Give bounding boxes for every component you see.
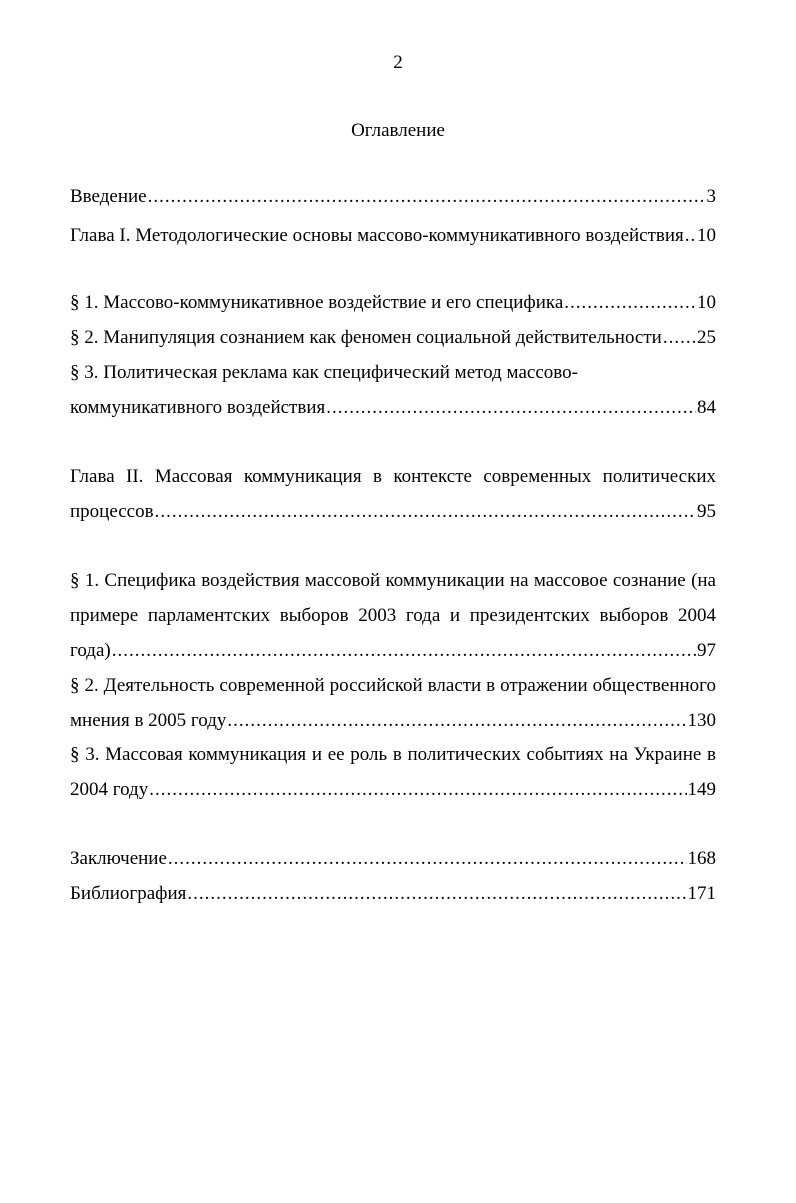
dot-leader xyxy=(187,882,686,906)
toc-entry-text: коммуникативного воздействия xyxy=(70,397,326,418)
dot-leader xyxy=(149,778,686,802)
toc-entry-text: Глава I. Методологические основы массово-коммуникативного воздействия xyxy=(70,225,684,246)
toc-entry-bibliography xyxy=(70,882,716,906)
toc-entry-ch2-section-1-line-1: § 1. Специфика воздействия массовой коммуникации на массовое сознание (на xyxy=(70,570,716,591)
toc-entry-page: 149 xyxy=(687,779,716,800)
page-number: 2 xyxy=(393,52,403,73)
toc-entry-ch1-section-2 xyxy=(70,326,716,350)
toc-entry-ch2-section-2-line-1: § 2. Деятельность современной российской власти в отражении общественного xyxy=(70,675,716,696)
toc-entry-page: 168 xyxy=(687,848,716,869)
dot-leader xyxy=(227,709,686,733)
dot-leader xyxy=(148,185,706,209)
toc-entry-ch1-section-3 xyxy=(70,396,716,420)
toc-entry-page: 171 xyxy=(687,883,716,904)
toc-entry-text: мнения в 2005 году xyxy=(70,710,227,731)
toc-entry-chapter-2 xyxy=(70,500,716,524)
toc-entry-page: 97 xyxy=(697,640,716,661)
toc-entry-text: года) xyxy=(70,640,111,661)
toc-entry-ch1-section-1 xyxy=(70,291,716,315)
toc-entry-ch1-section-3-line-1: § 3. Политическая реклама как специфический метод массово- xyxy=(70,362,578,383)
toc-entry-ch2-section-1 xyxy=(70,639,716,663)
toc-entry-page: 25 xyxy=(697,327,716,348)
toc-entry-text: 2004 году xyxy=(70,779,149,800)
toc-entry-text: § 2. Манипуляция сознанием как феномен социальной действительности xyxy=(70,327,662,348)
toc-entry-text: процессов xyxy=(70,501,154,522)
dot-leader xyxy=(685,224,696,248)
dot-leader xyxy=(155,500,696,524)
toc-entry-text: Библиография xyxy=(70,883,187,904)
dot-leader xyxy=(326,396,696,420)
toc-entry-ch2-section-3 xyxy=(70,778,716,802)
toc-entry-conclusion xyxy=(70,847,716,871)
toc-title: Оглавление xyxy=(351,120,445,141)
toc-entry-page: 95 xyxy=(697,501,716,522)
dot-leader xyxy=(564,291,696,315)
toc-entry-chapter-1 xyxy=(70,224,716,248)
dot-leader xyxy=(168,847,687,871)
toc-entry-page: 84 xyxy=(697,397,716,418)
toc-entry-chapter-2-line-1: Глава II. Массовая коммуникация в контексте современных политических xyxy=(70,466,716,487)
toc-entry-introduction xyxy=(70,185,716,209)
toc-entry-page: 130 xyxy=(687,710,716,731)
toc-entry-page: 10 xyxy=(697,292,716,313)
toc-entry-page: 10 xyxy=(697,225,716,246)
toc-entry-ch2-section-2 xyxy=(70,709,716,733)
dot-leader xyxy=(663,326,696,350)
toc-entry-page: 3 xyxy=(706,186,716,207)
toc-entry-ch2-section-3-line-1: § 3. Массовая коммуникация и ее роль в политических событиях на Украине в xyxy=(70,744,716,765)
toc-entry-text: Введение xyxy=(70,186,147,207)
dot-leader xyxy=(112,639,696,663)
toc-entry-text: § 1. Массово-коммуникативное воздействие и его специфика xyxy=(70,292,564,313)
toc-entry-ch2-section-1-line-2: примере парламентских выборов 2003 года и президентских выборов 2004 xyxy=(70,605,716,626)
toc-entry-text: Заключение xyxy=(70,848,167,869)
